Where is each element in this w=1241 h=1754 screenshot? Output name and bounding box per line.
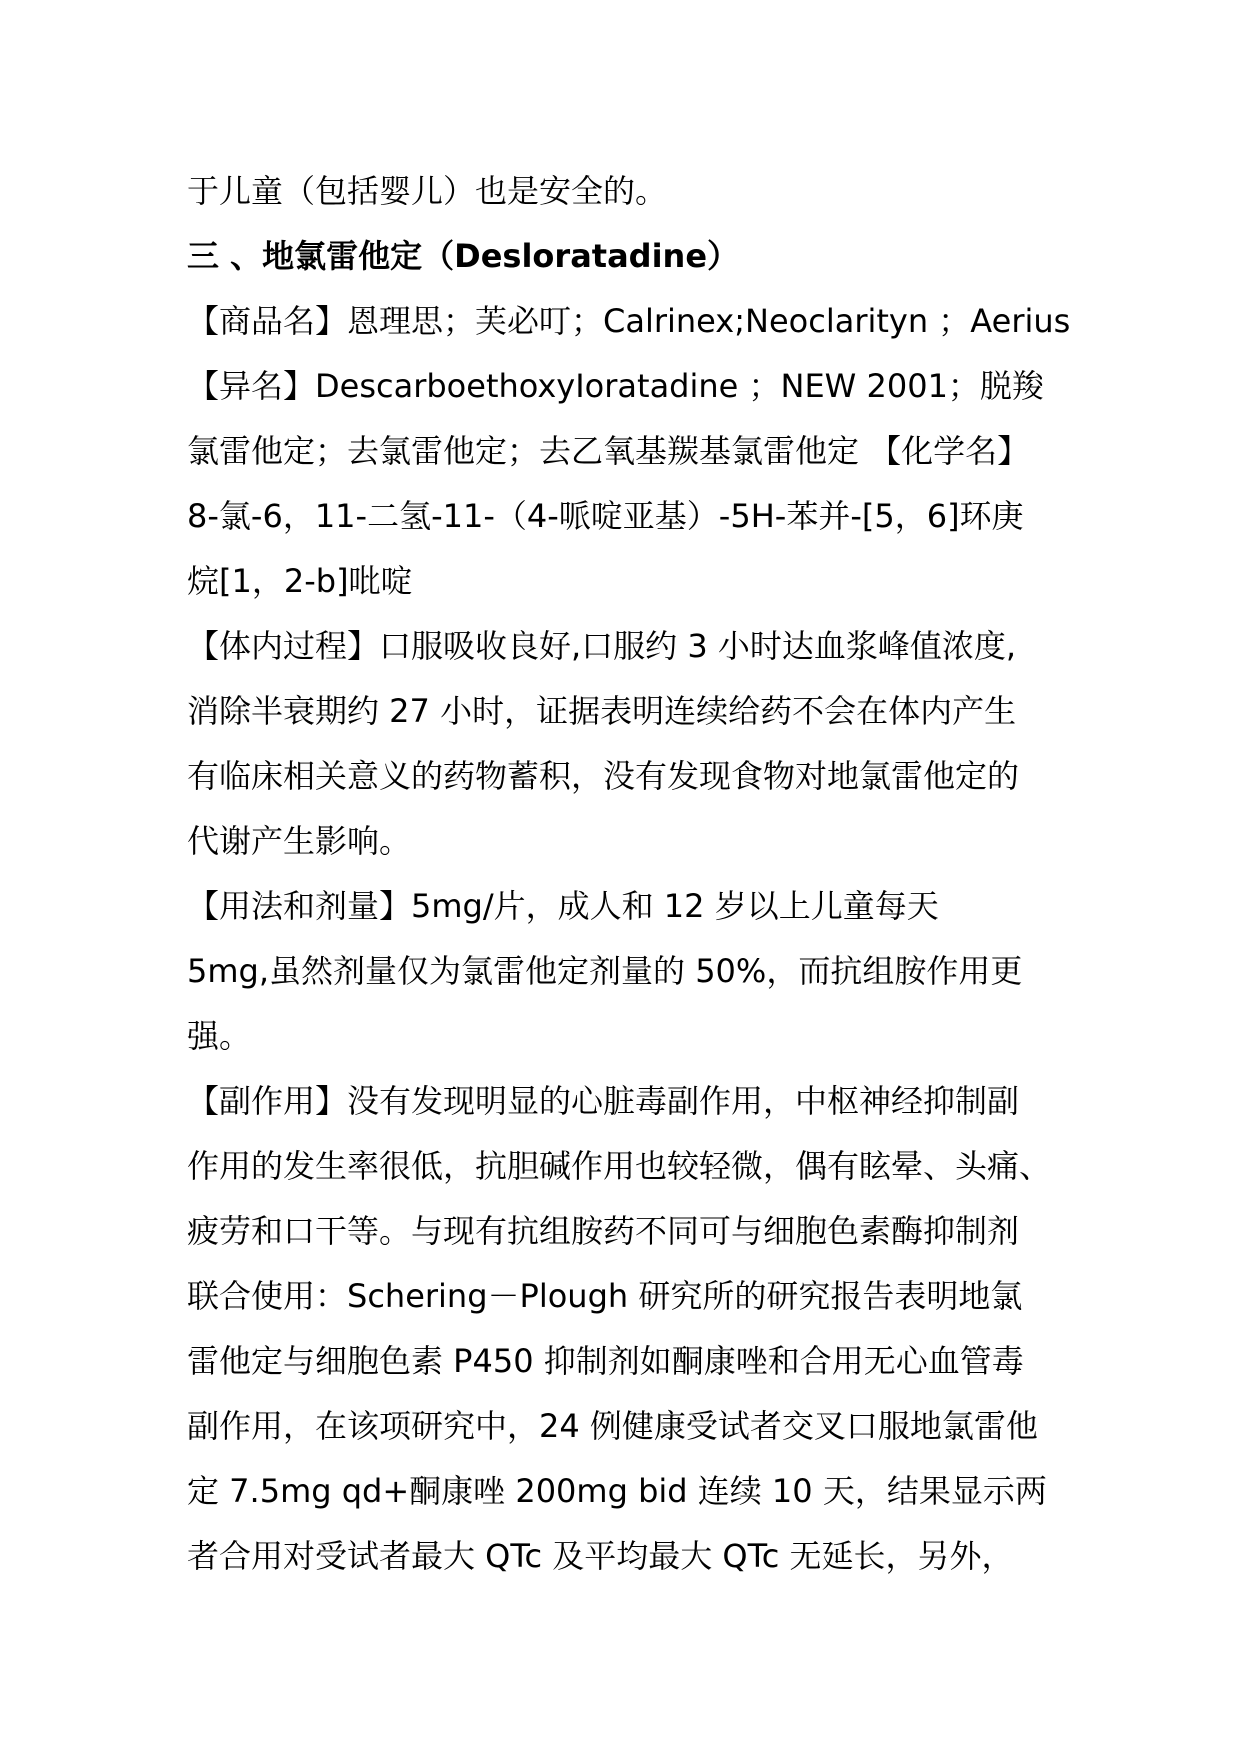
text-line: 有临床相关意义的药物蓄积，没有发现食物对地氯雷他定的 [187,757,1020,795]
text-line: 5mg,虽然剂量仅为氯雷他定剂量的 50%，而抗组胺作用更 [187,952,1023,990]
text-line: 副作用，在该项研究中，24 例健康受试者交叉口服地氯雷他 [187,1407,1038,1445]
text-line: 【商品名】恩理思；芙必叮；Calrinex;Neoclarityn ；Aerius [187,302,1071,340]
text-line: 者合用对受试者最大 QTc 及平均最大 QTc 无延长，另外， [187,1537,1014,1575]
text-line: 烷[1，2-b]吡啶 [187,562,413,600]
document-body [187,159,1071,1589]
text-line: 于儿童（包括婴儿）也是安全的。 [187,172,668,210]
text-line: 【体内过程】口服吸收良好,口服约 3 小时达血浆峰值浓度, [187,627,1017,665]
text-line: 疲劳和口干等。与现有抗组胺药不同可与细胞色素酶抑制剂 [187,1212,1020,1250]
text-line: 雷他定与细胞色素 P450 抑制剂如酮康唑和合用无心血管毒 [187,1342,1024,1380]
text-line: 【用法和剂量】5mg/片，成人和 12 岁以上儿童每天 [187,887,939,925]
section-heading: 三 、地氯雷他定（Desloratadine） [187,237,740,275]
text-line: 联合使用：Schering－Plough 研究所的研究报告表明地氯 [187,1277,1023,1315]
text-line: 氯雷他定；去氯雷他定；去乙氧基羰基氯雷他定 【化学名】 [187,432,1030,470]
text-line: 定 7.5mg qd+酮康唑 200mg bid 连续 10 天，结果显示两 [187,1472,1047,1510]
text-line: 8-氯-6，11-二氢-11-（4-哌啶亚基）-5H-苯并-[5，6]环庚 [187,497,1024,535]
text-line: 代谢产生影响。 [187,822,412,860]
text-line: 消除半衰期约 27 小时，证据表明连续给药不会在体内产生 [187,692,1017,730]
text-line: 作用的发生率很低，抗胆碱作用也较轻微，偶有眩晕、头痛、 [187,1147,1052,1185]
text-line: 【副作用】没有发现明显的心脏毒副作用，中枢神经抑制副 [187,1082,1020,1120]
text-line: 【异名】DescarboethoxyIoratadine ；NEW 2001；脱羧 [187,367,1044,405]
text-line: 强。 [187,1017,252,1055]
